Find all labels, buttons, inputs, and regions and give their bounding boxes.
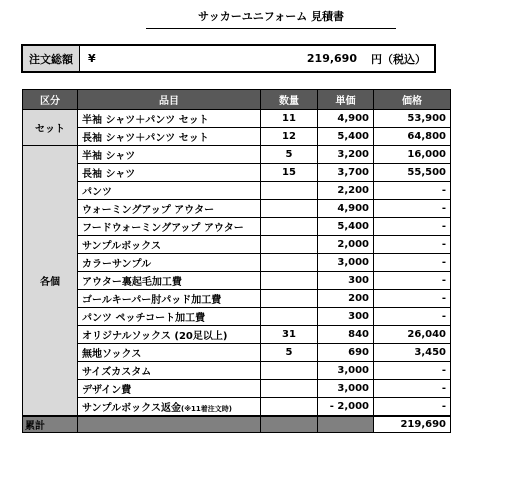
- table-row: [23, 290, 451, 308]
- item-cell: [78, 128, 261, 146]
- qty-cell: 5: [261, 344, 318, 362]
- table-row: [23, 236, 451, 254]
- currency-symbol: ¥: [88, 52, 96, 65]
- qty-cell: 31: [261, 326, 318, 344]
- order-total-label: 注文総額: [23, 46, 80, 71]
- item-name: 長袖 シャツ＋パンツ セット: [82, 133, 209, 144]
- qty-cell: [261, 200, 318, 218]
- item-note: (※11着注文時): [181, 405, 232, 413]
- price-cell: 16,000: [374, 146, 451, 164]
- qty-cell: [261, 308, 318, 326]
- table-row: [23, 326, 451, 344]
- qty-cell: [261, 380, 318, 398]
- item-cell: [78, 146, 261, 164]
- price-cell: -: [374, 200, 451, 218]
- unit-price-cell: 300: [318, 272, 374, 290]
- total-row-label: 累計: [23, 416, 78, 433]
- unit-price-cell: 840: [318, 326, 374, 344]
- unit-price-cell: 690: [318, 344, 374, 362]
- unit-price-cell: 4,900: [318, 200, 374, 218]
- qty-cell: [261, 236, 318, 254]
- header-item: 品目: [78, 90, 261, 110]
- price-cell: 53,900: [374, 110, 451, 128]
- price-cell: -: [374, 218, 451, 236]
- order-total-box: [21, 44, 436, 73]
- table-row: [23, 200, 451, 218]
- total-row: [23, 416, 451, 433]
- table-row: [23, 380, 451, 398]
- unit-price-cell: 300: [318, 308, 374, 326]
- qty-cell: 5: [261, 146, 318, 164]
- item-cell: [78, 218, 261, 236]
- header-unit-price: 単価: [318, 90, 374, 110]
- item-cell: [78, 326, 261, 344]
- item-name: ウォーミングアップ アウター: [82, 205, 215, 216]
- price-cell: -: [374, 362, 451, 380]
- total-row-spacer: [78, 416, 261, 433]
- price-cell: -: [374, 290, 451, 308]
- table-row: [23, 308, 451, 326]
- qty-cell: [261, 398, 318, 417]
- item-cell: [78, 254, 261, 272]
- unit-price-cell: 4,900: [318, 110, 374, 128]
- price-cell: -: [374, 272, 451, 290]
- item-name: パンツ: [82, 187, 112, 198]
- total-row-amount: 219,690: [374, 416, 451, 433]
- price-cell: -: [374, 398, 451, 417]
- item-name: アウター裏起毛加工費: [82, 277, 182, 288]
- item-name: 半袖 シャツ: [82, 151, 136, 162]
- unit-price-cell: 5,400: [318, 128, 374, 146]
- price-cell: 55,500: [374, 164, 451, 182]
- item-name: フードウォーミングアップ アウター: [82, 223, 244, 234]
- item-cell: [78, 272, 261, 290]
- price-cell: 26,040: [374, 326, 451, 344]
- table-row: [23, 254, 451, 272]
- item-cell: [78, 290, 261, 308]
- item-cell: [78, 236, 261, 254]
- table-row: [23, 164, 451, 182]
- qty-cell: [261, 182, 318, 200]
- item-cell: [78, 362, 261, 380]
- qty-cell: [261, 290, 318, 308]
- item-name: 長袖 シャツ: [82, 169, 136, 180]
- item-cell: [78, 380, 261, 398]
- header-price: 価格: [374, 90, 451, 110]
- unit-price-cell: 5,400: [318, 218, 374, 236]
- item-name: サンプルボックス: [82, 241, 161, 252]
- unit-price-cell: 200: [318, 290, 374, 308]
- category-cell: セット: [23, 110, 78, 146]
- unit-price-cell: 3,700: [318, 164, 374, 182]
- price-cell: -: [374, 308, 451, 326]
- estimate-table: [22, 89, 451, 433]
- table-row: [23, 182, 451, 200]
- unit-price-cell: 3,000: [318, 362, 374, 380]
- item-name: サンプルボックス返金: [82, 403, 181, 414]
- table-row: [23, 146, 451, 164]
- unit-price-cell: 3,000: [318, 380, 374, 398]
- price-cell: 64,800: [374, 128, 451, 146]
- table-row: [23, 398, 451, 417]
- item-name: ゴールキーパー肘パッド加工費: [82, 295, 222, 306]
- qty-cell: [261, 218, 318, 236]
- qty-cell: 12: [261, 128, 318, 146]
- item-cell: [78, 200, 261, 218]
- qty-cell: 15: [261, 164, 318, 182]
- table-row: [23, 344, 451, 362]
- unit-price-cell: 2,200: [318, 182, 374, 200]
- table-row: [23, 128, 451, 146]
- unit-price-cell: - 2,000: [318, 398, 374, 417]
- item-name: カラーサンプル: [82, 259, 152, 270]
- item-name: パンツ ペッチコート加工費: [82, 313, 206, 324]
- qty-cell: [261, 272, 318, 290]
- qty-cell: [261, 254, 318, 272]
- table-row: [23, 272, 451, 290]
- price-cell: 3,450: [374, 344, 451, 362]
- item-name: サイズカスタム: [82, 367, 152, 378]
- unit-price-cell: 3,000: [318, 254, 374, 272]
- total-row-spacer: [318, 416, 374, 433]
- item-cell: [78, 182, 261, 200]
- header-category: 区分: [23, 90, 78, 110]
- qty-cell: [261, 362, 318, 380]
- category-cell: 各個: [23, 146, 78, 417]
- item-name: オリジナルソックス (20足以上): [82, 331, 228, 342]
- item-name: デザイン費: [82, 385, 132, 396]
- order-total-amount: [118, 46, 434, 71]
- total-row-spacer: [261, 416, 318, 433]
- table-row: [23, 218, 451, 236]
- price-cell: -: [374, 236, 451, 254]
- page-title: サッカーユニフォーム 見積書: [146, 8, 396, 29]
- table-header-row: [23, 90, 451, 110]
- table-row: [23, 110, 451, 128]
- price-cell: -: [374, 380, 451, 398]
- item-cell: [78, 110, 261, 128]
- item-cell: [78, 164, 261, 182]
- item-name: 無地ソックス: [82, 349, 142, 360]
- item-name: 半袖 シャツ＋パンツ セット: [82, 115, 209, 126]
- item-cell: [78, 344, 261, 362]
- price-cell: -: [374, 182, 451, 200]
- order-total-unit: 円（税込）: [371, 52, 426, 66]
- price-cell: -: [374, 254, 451, 272]
- item-cell: [78, 308, 261, 326]
- order-total-value: 219,690: [306, 52, 357, 65]
- qty-cell: 11: [261, 110, 318, 128]
- header-qty: 数量: [261, 90, 318, 110]
- item-cell: [78, 398, 261, 417]
- table-row: [23, 362, 451, 380]
- unit-price-cell: 3,200: [318, 146, 374, 164]
- unit-price-cell: 2,000: [318, 236, 374, 254]
